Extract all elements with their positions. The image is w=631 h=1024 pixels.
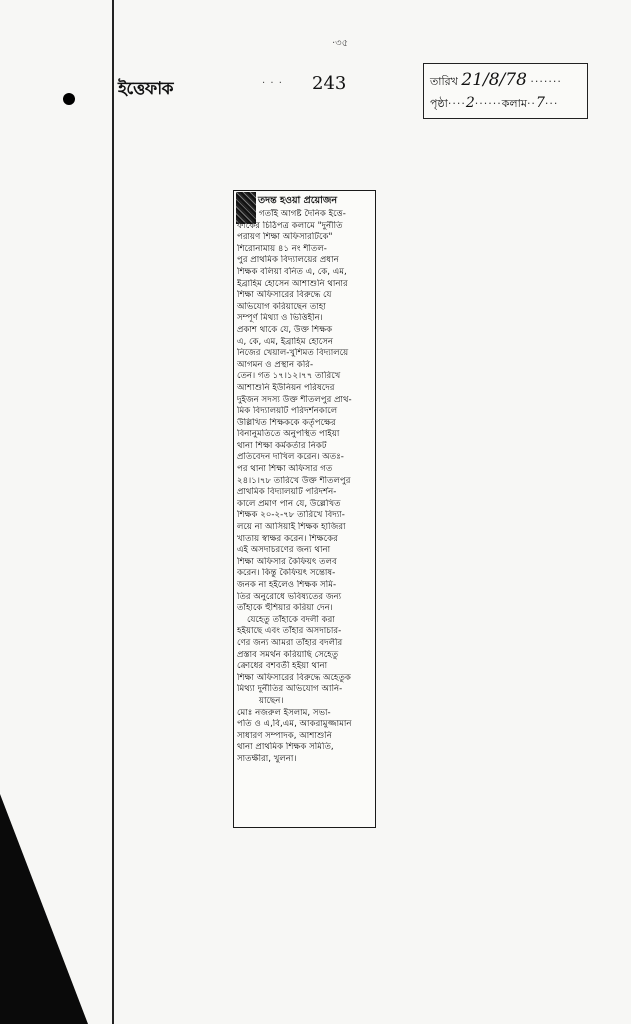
clipping-text-line: ক্রোধের বশবর্তী হইয়া থানা: [237, 661, 328, 672]
clipping-text-line: পরায়ণ শিক্ষা অফিসারটিকে": [237, 232, 333, 243]
clipping-text-line: প্রস্তাব সমর্থন করিয়াছি সেহেতু: [237, 649, 339, 660]
date-label: তারিখ: [430, 75, 458, 88]
clipping-text-line: এই অসদাচরণের জন্য থানা: [237, 545, 331, 556]
clipping-text-line: প্রকাশ থাকে যে, উক্ত শিক্ষক: [237, 324, 333, 335]
clipping-text-line: শিক্ষক বলিয়া বনিত এ, কে, এম,: [237, 266, 347, 277]
clipping-text-line: জনক না হইলেও শিক্ষক সমি-: [237, 580, 337, 590]
newspaper-clipping: [233, 190, 376, 828]
clipping-text-line: য়াছেন।: [259, 695, 284, 706]
dot-leader: ···: [544, 97, 559, 110]
clipping-text-line: উল্লিখিত শিক্ষককে কর্তৃপক্ষের: [237, 417, 336, 428]
clipping-text-line: পুর প্রাথমিক বিদ্যালয়ের প্রধান: [237, 255, 339, 266]
clipping-text-line: শিক্ষা অফিসারের বিরুদ্ধে অহেতুক: [237, 672, 351, 683]
page-label: পৃষ্ঠা: [430, 97, 448, 110]
clipping-text-line: দুইজন সদস্য উক্ত শীতলপুর প্রাথ-: [237, 394, 352, 405]
clipping-text-line: করেন। কিন্তু কৈফিয়ৎ সন্তোষ-: [237, 568, 336, 579]
clipping-text-line: তির অনুরোধে ভবিষ্যতের জন্য: [237, 591, 342, 602]
clipping-text-line: সাতক্ষীরা, খুলনা।: [237, 753, 297, 764]
column-label: কলাম: [501, 97, 527, 110]
page-column-row: [430, 95, 558, 114]
punch-hole: [63, 93, 75, 105]
clipping-text-line: প্রতিবেদন দাখিল করেন। অতঃ-: [237, 452, 344, 463]
clipping-text-line: গতাঁই আগষ্ট দৈনিক ইত্তে-: [259, 209, 346, 219]
top-mark: ·৩৫: [332, 38, 349, 49]
clipping-text-line: থানা প্রাথমিক শিক্ষক সমিতি,: [237, 742, 334, 753]
clipping-text-line: ণের জন্য আমরা তাঁহার বদলীর: [237, 637, 343, 648]
clipping-text-line: খাতায় স্বাক্ষর করেন। শিক্ষকের: [237, 533, 338, 544]
clipping-text-line: মোঃ নজরুল ইসলাম, সভা-: [237, 707, 331, 718]
date-row: [430, 70, 562, 92]
clipping-text-line: প্রাথমিক বিদ্যালয়টি পরিদর্শন-: [237, 487, 337, 498]
clipping-text-line: মিথ্যা দুর্নীতির অভিযোগ আনি-: [237, 684, 343, 695]
dot-leader: ·······: [530, 75, 562, 88]
clipping-text-line: লয়ে না আসিয়াই শিক্ষক হাজিরা: [237, 522, 346, 533]
page-number: 243: [312, 73, 347, 94]
clipping-text-line: সাধারণ সম্পাদক, আশাশুনি: [237, 730, 332, 741]
clipping-text-line: পর থানা শিক্ষা অফিসার গত: [237, 464, 333, 475]
column-value: 7: [535, 95, 545, 111]
clipping-text-line: তাঁহাকে হুঁশিয়ার করিয়া দেন।: [237, 603, 333, 614]
clipping-text-line: শিক্ষক ২০-২-৭৮ তারিখে বিদ্যা-: [237, 510, 345, 521]
clipping-text-line: কালে প্রমাণ পান যে, উল্লেখিত: [237, 498, 341, 509]
clipping-text-line: শিক্ষা অফিসারের বিরুদ্ধে যে: [237, 290, 332, 301]
clipping-text-line: ২৪।১।৭৮ তারিখে উক্ত শীতলপুর: [237, 475, 351, 486]
page-value: 2: [465, 95, 475, 111]
clipping-text-line: ফাকের চিঠিপত্র কলামে "দুর্নীতি: [237, 220, 343, 231]
clipping-text-line: আশাশুনি ইউনিয়ন পরিষদের: [237, 382, 335, 393]
clipping-body: [237, 209, 372, 766]
clipping-text-line: পতি ও এ,বি,এম, আকরামুজ্জামান: [237, 719, 352, 730]
clipping-text-line: শিরোনামায় ৪১ নং শীতল-: [237, 243, 327, 254]
clipping-text-line: এ, কে, এম, ইব্রাহিম হোসেন: [237, 336, 334, 347]
scan-speckle: · · ·: [262, 78, 283, 89]
clipping-text-line: বিনানুমতিতে অনুপস্থিত পাইয়া: [237, 429, 340, 440]
newspaper-masthead: ইত্তেফাক: [118, 79, 174, 99]
clipping-text-line: সম্পূর্ণ মিথ্যা ও ভিত্তিহীন।: [237, 313, 323, 324]
clipping-text-line: তেন। গত ১৭।১২।৭৭ তারিখে: [237, 371, 341, 382]
page-margin-line: [112, 0, 114, 1024]
clipping-text-line: ইব্রাহিম হোসেন আশাশুনি থানার: [237, 278, 348, 289]
clipping-text-line: নিজের খেয়াল-খুশিমত বিদ্যালয়ে: [237, 348, 349, 359]
clipping-text-line: আগমন ও প্রস্থান করি-: [237, 359, 314, 370]
clipping-text-line: থানা শিক্ষা কর্মকর্তার নিকট: [237, 440, 327, 451]
scan-corner-shadow: [0, 794, 88, 1024]
dot-leader: ····: [447, 97, 466, 110]
dot-leader: ··: [526, 97, 536, 110]
date-stamp-box: [423, 63, 588, 119]
clipping-text-line: শিক্ষা অফিসার কৈফিয়ৎ তলব: [237, 556, 337, 567]
clipping-text-line: অভিযোগ করিয়াছেন তাহা: [237, 301, 326, 312]
clipping-text-line: হইয়াছে এবং তাঁহার অসদাচার-: [237, 626, 342, 637]
clipping-headline: তদন্ত হওয়া প্রয়োজন: [258, 195, 338, 206]
dot-leader: ······: [474, 97, 502, 110]
date-value: 21/8/78: [461, 70, 527, 90]
clipping-text-line: মিক বিদ্যালয়টি পরিদর্শনকালে: [237, 406, 338, 417]
clipping-text-line: যেহেতু তাঁহাকে বদলী করা: [247, 614, 335, 625]
